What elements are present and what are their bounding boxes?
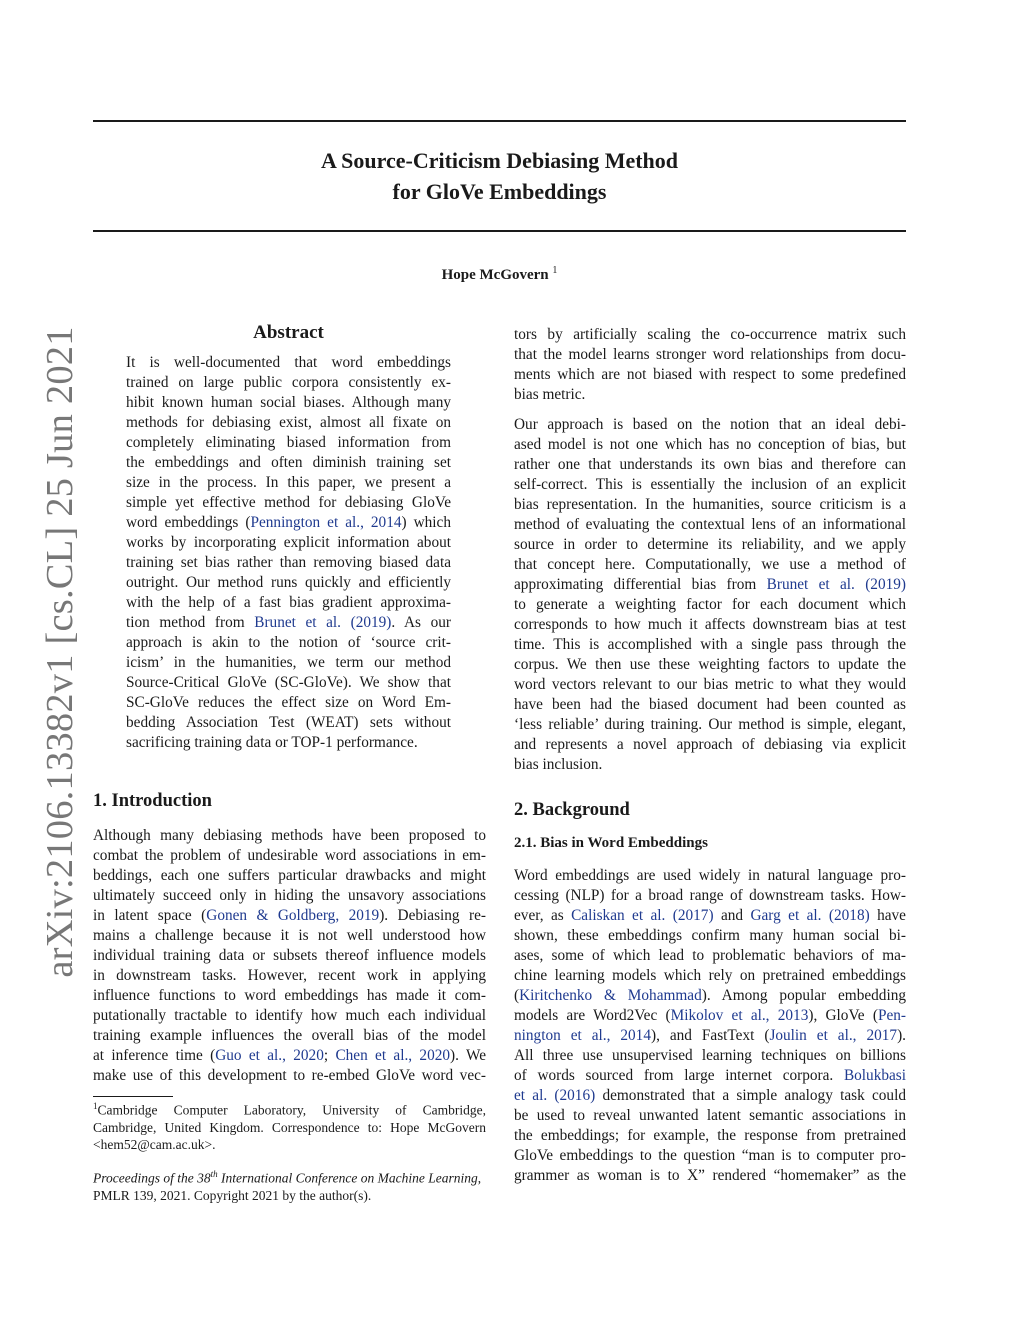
intro-heading: 1. Introduction (93, 791, 212, 811)
proceedings-suffix: , PMLR 139, 2021. Copyright 2021 by the author(s). (93, 1170, 482, 1203)
body-line: bias representation. In the humanities, source criticism is a (514, 496, 906, 513)
abstract-line: trained on large public corpora consistently ex- (126, 374, 451, 391)
body-line: be used to reveal unwanted latent semantic associations in (514, 1107, 906, 1124)
body-line: ‘less reliable’ during training. Our method is simple, elegant, (514, 716, 906, 733)
body-line: grammer as woman is to X” rendered “homemaker” as the (514, 1167, 906, 1184)
body-line: corpus. We then use these weighting factors to update the (514, 656, 906, 673)
abstract-line: methods for debiasing exist, almost all fixate on (126, 414, 451, 431)
footnote-mark: 1 (93, 1101, 98, 1111)
right-para-2 (514, 415, 906, 775)
body-line: ments which are not biased with respect to some predefined (514, 366, 906, 383)
title-line-1: A Source-Criticism Debiasing Method (320, 148, 679, 173)
abstract-line: word embeddings (Pennington et al., 2014) which (126, 514, 451, 531)
body-line: Word embeddings are used widely in natural language pro- (514, 867, 906, 884)
body-line: nington et al., 2014), and FastText (Joulin et al., 2017). (514, 1027, 906, 1044)
body-line: et al. (2016) demonstrated that a simple analogy task could (514, 1087, 906, 1104)
intro-line: at inference time (Guo et al., 2020; Chen et al., 2020). We (93, 1047, 487, 1064)
body-line: method of evaluating the contextual lens of an informational (514, 516, 906, 533)
proceedings-note (93, 1166, 486, 1204)
intro-line: ultimately succeed only in hiding the unsavory associations (93, 887, 486, 904)
proceedings-middle: International Conference on Machine Learning (217, 1170, 478, 1186)
body-line: word vectors relevant to our bias metric to what they would (514, 676, 906, 693)
abstract-line: outright. Our method runs quickly and efficiently (126, 574, 451, 591)
intro-line: influence functions to word embeddings has made it com- (93, 987, 486, 1004)
body-line: bias metric. (514, 386, 586, 403)
footnote (93, 1098, 486, 1153)
body-line: ases, some of which lead to problematic behaviors of ma- (514, 947, 906, 964)
abstract-line: It is well-documented that word embeddings (126, 354, 451, 371)
intro-line: Although many debiasing methods have been proposed to (93, 827, 486, 844)
intro-line: in latent space (Gonen & Goldberg, 2019). Debiasing re- (93, 907, 486, 924)
abstract-line: approach is akin to the notion of ‘source crit- (126, 634, 451, 651)
footnote-rule (93, 1096, 173, 1097)
intro-line: training example influences the overall bias of the model (93, 1027, 486, 1044)
body-line: (Kiritchenko & Mohammad). Among popular embedding (514, 987, 906, 1004)
abstract-line: Source-Critical GloVe (SC-GloVe). We show that (126, 674, 451, 691)
bias-subheading: 2.1. Bias in Word Embeddings (514, 835, 708, 851)
right-para-1 (514, 325, 906, 405)
proceedings-prefix: Proceedings of the 38 (93, 1170, 211, 1186)
body-line: cessing (NLP) for a broad range of downstream tasks. How- (514, 887, 906, 904)
body-line: ased model is not one which has no conception of bias, but (514, 436, 906, 453)
body-line: source in order to determine its reliability, and we apply (514, 536, 906, 553)
intro-body (93, 826, 486, 1086)
title-top-rule (93, 120, 906, 122)
author-name: Hope McGovern (441, 267, 549, 283)
body-line: approximating differential bias from Brunet et al. (2019) (514, 576, 906, 593)
body-line: that the model learns stronger word relationships from docu- (514, 346, 906, 363)
title-line-2: for GloVe Embeddings (392, 179, 607, 204)
intro-line: individual training data or subsets thereof influence models (93, 947, 486, 964)
body-line: have been had the biased document had been counted as (514, 696, 906, 713)
body-line: ever, as Caliskan et al. (2017) and Garg et al. (2018) have (514, 907, 906, 924)
intro-line: putationally tractable to identify how much each individual (93, 1007, 486, 1024)
abstract-line: simple yet effective method for debiasing GloVe (126, 494, 451, 511)
body-line: Our approach is based on the notion that an ideal debi- (514, 416, 906, 433)
body-line: self-correct. This is essentially the inclusion of an explicit (514, 476, 906, 493)
abstract-line: tion method from Brunet et al. (2019). As our (126, 614, 451, 631)
body-line: time. This is accomplished with a single pass through the (514, 636, 906, 653)
arxiv-stamp: arXiv:2106.13382v1 [cs.CL] 25 Jun 2021 (39, 326, 81, 978)
abstract-line: completely eliminating biased information from (126, 434, 451, 451)
body-line: rather one that understands its own bias and therefore can (514, 456, 906, 473)
abstract-line: the embeddings and often diminish training set (126, 454, 451, 471)
abstract-line: sacrificing training data or TOP-1 performance. (126, 734, 418, 751)
abstract-line: size in the process. In this paper, we present a (126, 474, 451, 491)
abstract-heading: Abstract (253, 322, 324, 343)
intro-line: beddings, each one suffers particular drawbacks and might (93, 867, 486, 884)
author-line (93, 265, 906, 284)
body-line: chine learning models which rely on pretrained embeddings (514, 967, 906, 984)
body-line: and represents a novel approach of debiasing via explicit (514, 736, 906, 753)
intro-line: mains a challenge because it is not well understood how (93, 927, 486, 944)
abstract-body (126, 353, 451, 753)
intro-line: in downstream tasks. However, recent work in applying (93, 967, 486, 984)
body-line: shown, these embeddings confirm many human social bi- (514, 927, 906, 944)
footnote-text: Cambridge Computer Laboratory, University of Cambridge, Cambridge, United Kingdom. Correspondence to: Hope McGovern <hem52@cam.ac.uk>. (93, 1102, 486, 1152)
title-bottom-rule (93, 230, 906, 232)
body-line: bias inclusion. (514, 756, 603, 773)
right-para-3 (514, 866, 906, 1186)
body-line: models are Word2Vec (Mikolov et al., 2013), GloVe (Pen- (514, 1007, 906, 1024)
abstract-line: hibit known human social biases. Although many (126, 394, 451, 411)
abstract-line: SC-GloVe reduces the effect size on Word Em- (126, 694, 451, 711)
body-line: All three use unsupervised learning techniques on billions (514, 1047, 906, 1064)
intro-line: make use of this development to re-embed GloVe word vec- (93, 1067, 486, 1084)
body-line: that concept here. Computationally, we use a method of (514, 556, 906, 573)
abstract-line: works by incorporating explicit information about (126, 534, 451, 551)
paper-title (93, 145, 906, 207)
body-line: GloVe embeddings to the question “man is to computer pro- (514, 1147, 906, 1164)
proceedings-superscript: th (210, 1169, 218, 1179)
abstract-line: with the help of a fast bias gradient approxima- (126, 594, 451, 611)
body-line: corresponds to how much it affects downstream bias at test (514, 616, 906, 633)
body-line: to generate a weighting factor for each document which (514, 596, 906, 613)
body-line: of words sourced from large internet corpora. Bolukbasi (514, 1067, 906, 1084)
body-line: tors by artificially scaling the co-occurrence matrix such (514, 326, 906, 343)
body-line: the embeddings; for example, the response from pretrained (514, 1127, 906, 1144)
abstract-line: icism’ in the humanities, we term our method (126, 654, 451, 671)
intro-line: combat the problem of undesirable word associations in em- (93, 847, 486, 864)
background-heading: 2. Background (514, 800, 630, 820)
author-affiliation-mark: 1 (552, 265, 558, 276)
abstract-line: bedding Association Test (WEAT) sets without (126, 714, 451, 731)
abstract-line: training set bias rather than removing biased data (126, 554, 451, 571)
